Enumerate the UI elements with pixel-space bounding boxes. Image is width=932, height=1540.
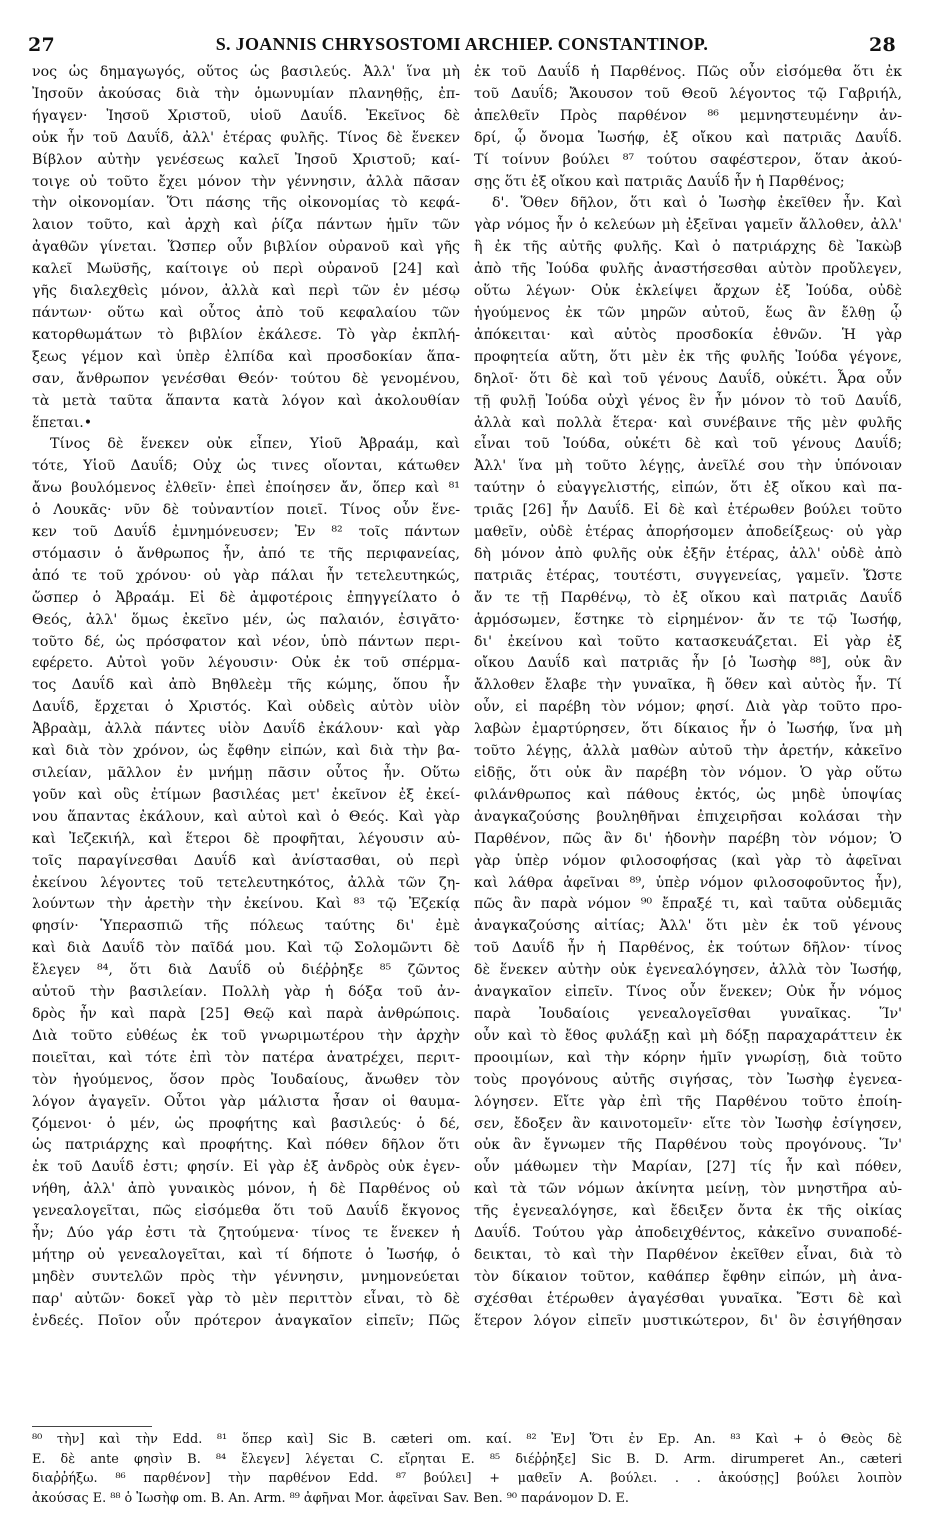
- text-line: Ἰησοῦν ἀκούσας διὰ τὴν ὁμωνυμίαν πλανηθῇς, ἐπ-: [32, 85, 460, 102]
- text-line: πατριᾶς ἑτέρας, τουτέστι, συγγενείας, γαμεῖν. Ὥστε: [474, 567, 902, 584]
- footnotes: [32, 1430, 902, 1508]
- text-line: κεν τοῦ Δαυΐδ ἐμνημόνευσεν; Ἐν ⁸² τοῖς πάντων: [32, 524, 460, 541]
- text-line: τοιγε οὐ τοῦτο ἔχει μόνον τὴν γέννησιν, ἀλλὰ πᾶσαν: [32, 173, 460, 190]
- text-line: καὶ τὰ τῶν νόμων ἀκίνητα μείνῃ, τὸν μνηστῆρα αὐ-: [474, 1181, 902, 1198]
- text-line: ἔλεγεν ⁸⁴, ὅτι διὰ Δαυΐδ οὐ διέῤῥηξε ⁸⁵ ζῶντος: [32, 962, 460, 979]
- running-title: S. JOANNIS CHRYSOSTOMI ARCHIEP. CONSTANTINOP.: [215, 34, 709, 54]
- text-line: σιλείαν, μᾶλλον ἐν μνήμῃ πᾶσιν οὗτος ἦν. Οὕτω: [32, 765, 460, 781]
- text-line: κατορθωμάτων τὸ βιβλίον ἐκάλεσε. Τὸ γὰρ ἐκπλή-: [32, 326, 460, 343]
- text-line: νήθη, ἀλλ' ἀπὸ γυναικὸς μόνον, ἡ δὲ Παρθένος οὐ: [32, 1181, 460, 1198]
- text-line: ποιεῖται, καὶ τότε ἐπὶ τὸν πατέρα ἀνατρέχει, περιτ-: [32, 1049, 460, 1066]
- text-line: δὴ μόνον ἀπὸ φυλῆς οὐκ ἐξῆν ἑτέρας, ἀλλ' οὐδὲ ἀπὸ: [474, 545, 902, 562]
- text-line: τὸν ἡγούμενος, ὅσον πρὸς Ἰουδαίους, ἄνωθεν τὸν: [32, 1071, 460, 1088]
- text-line: ἡγούμενος ἐκ τῶν μηρῶν αὐτοῦ, ἕως ἂν ἔλθῃ ᾧ: [474, 304, 902, 321]
- text-line: οὖν, εἰ παρέβη τὸν νόμον; φησί. Διὰ γὰρ τοῦτο προ-: [474, 699, 902, 716]
- text-line: ξεως γέμον καὶ ὑπὲρ ἐλπίδα καὶ προσδοκίαν ἅπα-: [32, 348, 460, 365]
- text-line: λόγησεν. Εἴτε γὰρ ἐπὶ τῆς Παρθένου τοῦτο ἐποίη-: [474, 1093, 902, 1110]
- text-line: Ἀλλ' ἵνα μὴ τοῦτο λέγῃς, ἀνεῖλέ σου τὴν ὑπόνοιαν: [474, 458, 902, 475]
- left-text-column: [32, 62, 460, 1333]
- text-line: ἐνδεές. Ποῖον οὖν πρότερον ἀναγκαῖον εἰπεῖν; Πῶς: [32, 1312, 460, 1329]
- text-line: οἴκου Δαυΐδ καὶ πατριᾶς ἦν [ὁ Ἰωσὴφ ⁸⁸], οὐκ ἂν: [474, 655, 902, 672]
- text-line: δι' ἐκείνου καὶ τοῦτο κατασκευάζεται. Εἰ γὰρ ἐξ: [474, 633, 902, 650]
- text-line: φιλάνθρωπος καὶ πάθους ἐκτός, ὡς μηδὲ ὑποψίας: [474, 786, 902, 803]
- text-line: ἁρμόσωμεν, ἕστηκε τὸ εἰρημένον· ἄν τε τῷ Ἰωσήφ,: [474, 611, 902, 628]
- text-line: νος ὡς δημαγωγός, οὕτος ὡς βασιλεύς. Ἀλλ' ἵνα μὴ: [32, 64, 460, 80]
- text-line: ἄν τε τῇ Παρθένῳ, τὸ ἐξ οἴκου καὶ πατριᾶς Δαυΐδ: [474, 589, 902, 606]
- text-line: τῇ φυλῇ Ἰούδα οὐχὶ γένος ἓν ἦν μόνον τὸ τοῦ Δαυΐδ,: [474, 392, 902, 409]
- text-line: καὶ διὰ Δαυΐδ τὸν παῖδά μου. Καὶ τῷ Σολομῶντι δὲ: [32, 940, 460, 957]
- text-line: ἕτερον λόγον εἰπεῖν μυστικώτερον, δι' ὃν ἐσιγήθησαν: [474, 1312, 902, 1329]
- text-line: αὐτοῦ τὴν βασιλείαν. Πολλὴ γὰρ ἡ δόξα τοῦ ἀν-: [32, 984, 460, 1001]
- text-line: Διὰ τοῦτο εὐθέως ἐκ τοῦ γνωριμωτέρου τὴν ἀρχὴν: [32, 1027, 460, 1044]
- footnote-rule: [32, 1426, 152, 1427]
- text-line: ἀπόκειται· καὶ αὐτὸς προσδοκία ἐθνῶν. Ἡ γὰρ: [474, 326, 902, 343]
- text-line: τοῖς παραγίνεσθαι Δαυΐδ καὶ ἀνίστασθαι, οὐ περὶ: [32, 852, 460, 869]
- text-line: ζόμενοι· ὁ μέν, ὡς προφήτης καὶ βασιλεύς· ὁ δέ,: [32, 1115, 460, 1132]
- text-line: ἕπεται.•: [32, 414, 93, 431]
- text-line: λούντων τὴν ἀρετὴν τὴν ἐκείνου. Καὶ ⁸³ τῷ Ἐζεκίᾳ: [32, 896, 460, 913]
- text-line: ἐκ τοῦ Δαυΐδ ἡ Παρθένος. Πῶς οὖν εἰσόμεθα ὅτι ἐκ: [474, 64, 902, 80]
- text-line: εἶναι τοῦ Ἰούδα, οὐκέτι δὲ καὶ τοῦ γένους Δαυΐδ;: [474, 436, 902, 453]
- text-line: τος Δαυΐδ καὶ ἀπὸ Βηθλεὲμ τῆς κώμης, ὅπου ἦν: [32, 677, 460, 694]
- text-line: Δαυΐδ, ἔρχεται ὁ Χριστός. Καὶ οὐδεὶς αὐτὸν υἱὸν: [32, 699, 460, 716]
- running-header: [28, 34, 896, 60]
- text-line: οὐκ ἦν τοῦ Δαυΐδ, ἀλλ' ἑτέρας φυλῆς. Τίνος δὲ ἕνεκεν: [32, 129, 460, 146]
- text-line: καλεῖ Μωϋσῆς, καίτοιγε οὐ περὶ οὐρανοῦ [24] καὶ: [32, 261, 460, 278]
- text-line: ἀγαθῶν γίνεται. Ὥσπερ οὖν βιβλίον οὐρανοῦ καὶ γῆς: [32, 239, 460, 256]
- text-line: ἄλλοθεν ἔλαβε τὴν γυναῖκα, ἢ ὅθεν καὶ αὐτὸς ἦν. Τί: [474, 677, 902, 694]
- text-line: πῶς ἂν παρὰ νόμον ⁹⁰ ἔπραξέ τι, καὶ ταῦτα οὐδεμιᾶς: [474, 896, 902, 913]
- text-line: ταύτην ὁ εὐαγγελιστής, εἰπών, ὅτι ἐξ οἴκου καὶ πα-: [474, 480, 902, 497]
- text-line: προοιμίων, καὶ τὴν κόρην ἡμῖν γνωρίσῃ, διὰ τοῦτο: [474, 1049, 902, 1066]
- text-line: οὐκ ἂν ἔγνωμεν τῆς Παρθένου τοὺς προγόνους. Ἵν': [474, 1137, 902, 1154]
- text-line: οὖν καὶ τὸ ἔθος φυλάξῃ καὶ μὴ δόξῃ παραχαράττειν ἐκ: [474, 1027, 902, 1044]
- text-line: δὲ ἕνεκεν αὐτὴν οὐκ ἐγενεαλόγησεν, ἀλλὰ τὸν Ἰωσήφ,: [474, 962, 902, 979]
- text-line: ἀπό τε τοῦ χρόνου· οὐ γὰρ πάλαι ἦν τετελευτηκώς,: [32, 567, 460, 584]
- text-line: καὶ λάθρα ἀφεῖναι ⁸⁹, ὑπὲρ νόμον φιλοσοφοῦντος ἦν),: [474, 874, 902, 891]
- text-line: τοῦτο λέγῃς, ἀλλὰ μαθὼν αὐτοῦ τὴν ἀρετήν, κἀκεῖνο: [474, 743, 902, 760]
- text-line: ἀναγκαῖον εἰπεῖν. Τίνος οὖν ἕνεκεν; Οὐκ ἦν νόμος: [474, 984, 902, 1001]
- text-line: ὥσπερ ὁ Ἀβραάμ. Εἰ δὲ ἀμφοτέροις ἐπηγγείλατο ὁ: [32, 589, 460, 606]
- text-line: γὰρ ὑπὲρ νόμον φιλοσοφήσας (καὶ γὰρ τὸ ἀφεῖναι: [474, 852, 902, 869]
- text-line: ήγαγεν· Ἰησοῦ Χριστοῦ, υἱοῦ Δαυΐδ. Ἐκεῖνος δὲ: [32, 107, 460, 124]
- text-line: ἀπὸ τῆς Ἰούδα φυλῆς ἀναστήσεσθαι αὐτὸν προὔλεγεν,: [474, 261, 902, 278]
- text-line: λόγον ἀγαγεῖν. Οὗτοι γὰρ μάλιστα ἦσαν οἱ θαυμα-: [32, 1093, 460, 1110]
- text-line: ἐκείνου λέγοντες τοῦ τετελευτηκότος, ἀλλὰ τῶν ζη-: [32, 874, 460, 891]
- footnote-line: ⁸⁰ τὴν] καὶ τὴν Edd. ⁸¹ ὅπερ καὶ] Sic B. cæteri om. καί. ⁸² Ἐν] Ὅτι ἐν Ep. An. ⁸³ Καὶ + ὁ Θεὸς δὲ: [32, 1432, 902, 1447]
- text-line: εφέρετο. Αὐτοὶ γοῦν λέγουσιν· Οὐκ ἐκ τοῦ σπέρμα-: [32, 655, 460, 672]
- text-line: ἀλλὰ καὶ πολλὰ ἕτερα· καὶ συνέβαινε τῆς μὲν φυλῆς: [474, 414, 902, 431]
- text-line: Τί τοίνυν βούλει ⁸⁷ τούτου σαφέστερον, ὅταν ἀκού-: [474, 151, 902, 168]
- text-line: ἀναγκαζούσης αἰτίας; Ἀλλ' ὅτι μὲν ἐκ τοῦ γένους: [474, 918, 902, 935]
- text-line: γοῦν καὶ οὓς ἐτίμων βασιλέας μετ' ἐκεῖνον ἐξ ἐκεί-: [32, 786, 460, 803]
- footnote-line: διαῤῥήξω. ⁸⁶ παρθένον] τὴν παρθένον Edd. ⁸⁷ βούλει] + μαθεῖν A. βούλει. . . ἀκούσῃς] βούλει λοιπὸν: [32, 1471, 902, 1487]
- text-line: ἦν; Δύο γάρ ἐστι τὰ ζητούμενα· τίνος τε ἕνεκεν ἡ: [32, 1225, 460, 1242]
- text-line: σῃς ὅτι ἐξ οἴκου καὶ πατριᾶς Δαυΐδ ἦν ἡ Παρθένος;: [474, 173, 845, 190]
- text-line: γῆς διαλεχθεὶς μόνον, ἀλλὰ καὶ περὶ τῶν ἐν μέσῳ: [32, 283, 460, 300]
- text-line: τοὺς προγόνους αὐτῆς σιγήσας, τὸν Ἰωσὴφ ἐγενεα-: [474, 1071, 902, 1088]
- text-line: ἄνω βουλόμενος ἐλθεῖν· ἐπεὶ ἐποίησεν ἄν, ὅπερ καὶ ⁸¹: [32, 480, 460, 497]
- page-number-left: 27: [28, 34, 56, 56]
- text-line: μαθεῖν, οὐδὲ ἑτέρας ἀπορήσομεν ἀποδείξεως· οὐ γὰρ: [474, 524, 902, 541]
- text-line: Τίνος δὲ ἕνεκεν οὐκ εἶπεν, Υἱοῦ Ἀβραάμ, καὶ: [50, 436, 460, 453]
- text-line: δ'. Ὅθεν δῆλον, ὅτι καὶ ὁ Ἰωσὴφ ἐκεῖθεν ἦν. Καὶ: [492, 195, 902, 212]
- text-line: πάντων· οὕτω καὶ οὗτος ἀπὸ τοῦ κεφαλαίου τῶν: [32, 304, 460, 321]
- text-line: λαβὼν ἐμαρτύρησεν, ὅτι δίκαιος ἦν ὁ Ἰωσήφ, ἵνα μὴ: [474, 721, 902, 738]
- text-line: Βίβλον αὐτὴν γενέσεως καλεῖ Ἰησοῦ Χριστοῦ; καί-: [32, 151, 460, 168]
- text-line: τότε, Υἱοῦ Δαυΐδ; Οὐχ ὡς τινες οἴονται, κάτωθεν: [32, 458, 460, 475]
- text-line: λαιον τοῦτο, καὶ ἀρχὴ καὶ ῥίζα πάντων ἡμῖν τῶν: [32, 217, 460, 234]
- footnote-line: E. δὲ ante φησὶν B. ⁸⁴ ἔλεγεν] λέγεται C. εἴρηται E. ⁸⁵ διέῤῥηξε] Sic B. D. Arm. dirumperet An., cæteri: [32, 1451, 902, 1467]
- text-line: τὰ μετὰ ταῦτα ἅπαντα κατὰ λόγον καὶ ἀκολουθίαν: [32, 392, 460, 409]
- text-line: γενεαλογεῖται, πῶς εἰσόμεθα ὅτι τοῦ Δαυΐδ ἔκγονος: [32, 1203, 460, 1220]
- text-line: δρὸς ἦν καὶ παρὰ [25] Θεῷ καὶ παρὰ ἀνθρώποις.: [32, 1005, 460, 1022]
- text-line: τὸν δίκαιον τοῦτον, καθάπερ ἔφθην εἰπών, μὴ ἀνα-: [474, 1268, 902, 1285]
- text-line: τριᾶς [26] ἦν Δαυΐδ. Εἰ δὲ καὶ ἑτέρωθεν βούλει τοῦτο: [474, 502, 902, 519]
- footnote-line: ἀκούσας E. ⁸⁸ ὁ Ἰωσὴφ om. B. An. Arm. ⁸⁹ ἀφῆναι Mor. ἀφεῖναι Sav. Ben. ⁹⁰ παράνομον D. E.: [32, 1490, 629, 1506]
- right-text-column: [474, 62, 902, 1333]
- text-line: προφητεία αὕτη, ὅτι μὲν ἐκ τῆς φυλῆς Ἰούδα γέγονε,: [474, 348, 902, 365]
- text-line: δεικται, τὸ καὶ τὴν Παρθένον ἐκεῖθεν εἶναι, διὰ τὸ: [474, 1246, 902, 1263]
- text-line: τοῦτο δέ, ὡς πρόσφατον καὶ νέον, ὑπὸ πάντων περι-: [32, 633, 460, 650]
- text-line: Παρθένον, πῶς ἂν δι' ἡδονὴν παρέβη τὸν νόμον; Ὁ: [474, 830, 902, 847]
- text-line: γὰρ νόμος ἦν ὁ κελεύων μὴ ἐξεῖναι γαμεῖν ἄλλοθεν, ἀλλ': [474, 217, 902, 234]
- text-line: ἀπελθεῖν Πρὸς παρθένον ⁸⁶ μεμνηστευμένην ἀν-: [474, 107, 902, 124]
- text-line: ἐκ τοῦ Δαυΐδ ἐστι; φησίν. Εἰ γὰρ ἐξ ἀνδρὸς οὐκ ἐγεν-: [32, 1159, 460, 1176]
- text-line: μηδὲν συντελῶν πρὸς τὴν γέννησιν, μνημονεύεται: [32, 1268, 460, 1285]
- text-line: ἢ ἐκ τῆς αὐτῆς φυλῆς. Καὶ ὁ πατριάρχης δὲ Ἰακὼβ: [474, 239, 902, 256]
- page-number-right: 28: [868, 34, 896, 56]
- text-line: τὴν οἰκονομίαν. Ὅτι πάσης τῆς οἰκονομίας τὸ κεφά-: [32, 195, 460, 212]
- text-line: νου ἅπαντας ἐκάλουν, καὶ αὐτοὶ καὶ ὁ Θεός. Καὶ γὰρ: [32, 808, 460, 825]
- text-line: καὶ διὰ τὸν χρόνον, ὡς ἔφθην εἰπών, καὶ διὰ τὴν βα-: [32, 743, 460, 760]
- text-line: δηλοῖ· ὅτι δὲ καὶ τοῦ γένους Δαυΐδ, οὐκέτι. Ἆρα οὖν: [474, 370, 902, 387]
- text-line: Ἀβραὰμ, ἀλλὰ πάντες υἱὸν Δαυΐδ ἐκάλουν· καὶ γὰρ: [32, 721, 460, 738]
- text-line: παρὰ Ἰουδαίοις γενεαλογεῖσθαι γυναῖκας. Ἵν': [474, 1005, 902, 1022]
- text-line: εἰδῇς, ὅτι οὐκ ἂν παρέβη τὸν νόμον. Ὁ γὰρ οὕτω: [474, 765, 902, 781]
- text-line: ὡς πατριάρχης καὶ προφήτης. Καὶ πόθεν δῆλον ὅτι: [32, 1137, 460, 1154]
- text-line: μήτηρ οὐ γενεαλογεῖται, καὶ τί δήποτε ὁ Ἰωσήφ, ὁ: [32, 1246, 460, 1263]
- text-line: ὁ Λουκᾶς· νῦν δὲ τοὐναντίον ποιεῖ. Τίνος οὖν ἕνε-: [32, 502, 460, 519]
- text-line: οὕτω λέγων· Οὐκ ἐκλείψει ἄρχων ἐξ Ἰούδα, οὐδὲ: [474, 283, 902, 300]
- text-line: φησίν· Ὑπερασπιῶ τῆς πόλεως ταύτης δι' ἐμὲ: [32, 918, 460, 935]
- text-line: παρ' αὐτῶν· δοκεῖ γὰρ τὸ μὲν περιττὸν εἶναι, τὸ δὲ: [32, 1290, 460, 1307]
- text-line: καὶ Ἰεζεκιήλ, καὶ ἕτεροι δὲ προφῆται, λέγουσιν αὐ-: [32, 830, 460, 847]
- text-line: σαν, ἄνθρωπον γενέσθαι Θεόν· τούτου δὲ γενομένου,: [32, 370, 460, 387]
- text-line: τῆς ἐγενεαλόγησε, καὶ ἔδειξεν ὄντα ἐκ τῆς οἰκίας: [474, 1203, 902, 1220]
- text-line: τοῦ Δαυΐδ ἦν ἡ Παρθένος, ἐκ τούτων δῆλον· τίνος: [474, 940, 902, 957]
- text-line: σχέσθαι ἑτέρωθεν ἀγαγέσθαι γυναῖκα. Ἔστι δὲ καὶ: [474, 1290, 902, 1307]
- text-line: Δαυΐδ. Τούτου γὰρ ἀποδειχθέντος, κἀκεῖνο συναποδέ-: [474, 1225, 902, 1242]
- text-line: Θεός, ἀλλ' ὅμως ἐκεῖνο μέν, ὡς παλαιόν, ἐσιγᾶτο·: [32, 611, 460, 628]
- text-line: δρί, ᾧ ὄνομα Ἰωσήφ, ἐξ οἴκου καὶ πατριᾶς Δαυΐδ.: [474, 129, 902, 146]
- text-line: ἀναγκαζούσης βουληθῆναι ἐπιχειρῆσαι κολάσαι τὴν: [474, 808, 902, 825]
- text-line: σεν, ἔδοξεν ἂν καινοτομεῖν· εἴτε τὸν Ἰωσὴφ ἐσίγησεν,: [474, 1115, 902, 1132]
- text-line: στόμασιν ὁ ἄνθρωπος ἦν, ἀπό τε τῆς περιφανείας,: [32, 545, 460, 562]
- text-line: οὖν μάθωμεν τὴν Μαρίαν, [27] τίς ἦν καὶ πόθεν,: [474, 1159, 902, 1176]
- text-line: τοῦ Δαυΐδ; Ἄκουσον τοῦ Θεοῦ λέγοντος τῷ Γαβριήλ,: [474, 85, 902, 102]
